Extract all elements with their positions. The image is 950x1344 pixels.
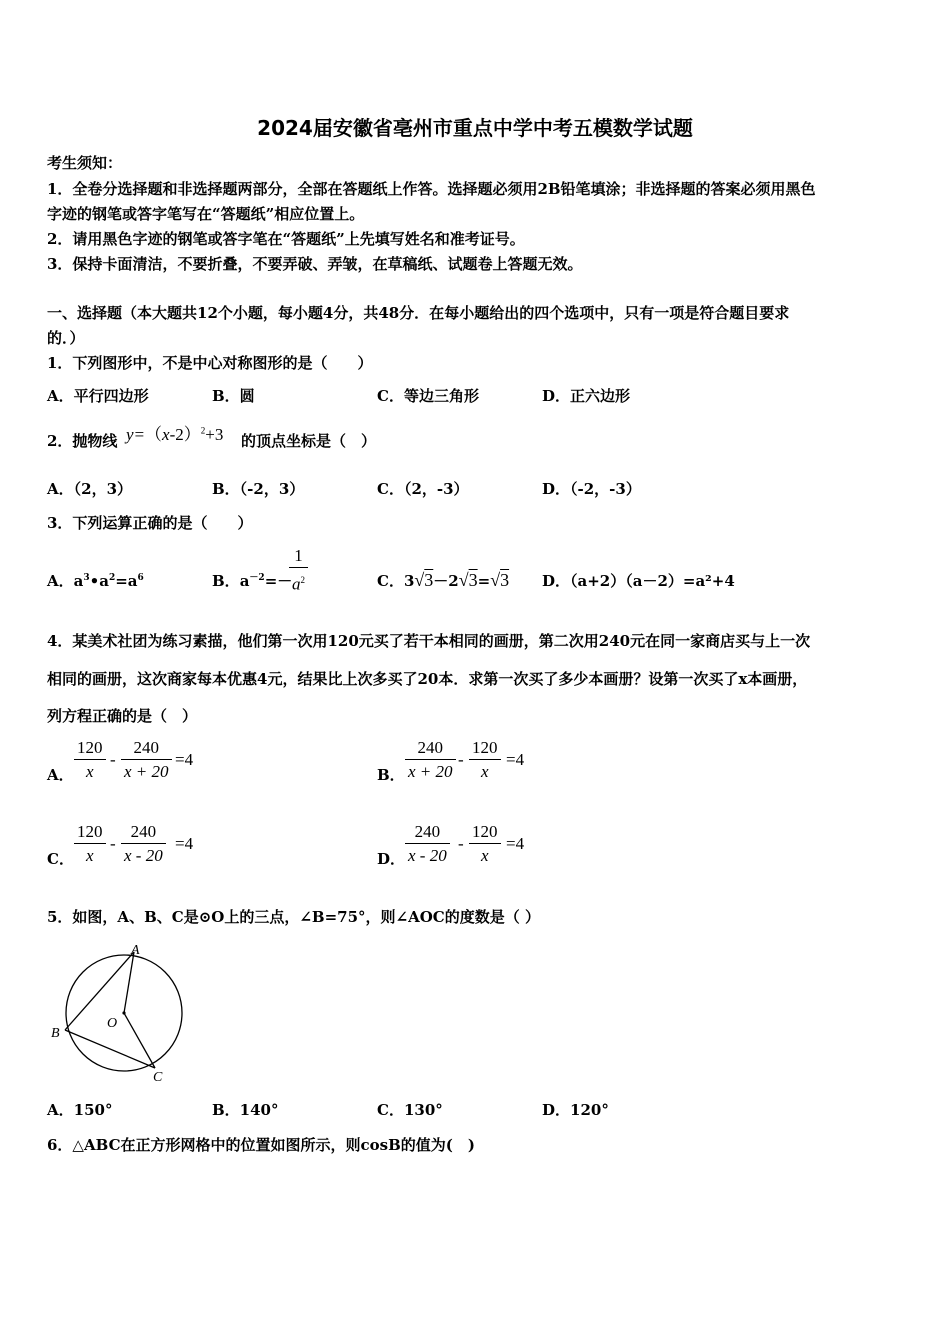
q4-a-n1: 120 bbox=[74, 737, 106, 760]
q4-d-n1: 240 bbox=[405, 821, 450, 844]
q1-option-c: C．等边三角形 bbox=[377, 387, 479, 405]
q4-option-b-label: B． bbox=[377, 766, 405, 784]
q3-c-radicand3: 3 bbox=[500, 570, 510, 590]
q2-stem-pre: 2．抛物线 bbox=[47, 432, 118, 450]
q3-b-fraction bbox=[289, 545, 308, 597]
q2-formula-lp: （ bbox=[145, 425, 163, 444]
q3-b-eq: =－ bbox=[264, 572, 293, 590]
q4-a-d2: x + 20 bbox=[124, 762, 169, 781]
q3-option-a bbox=[47, 570, 144, 591]
q4-d-op: - bbox=[458, 834, 464, 853]
segment-ba bbox=[65, 952, 134, 1030]
q2-option-d: D．（-2，-3） bbox=[542, 480, 641, 498]
q3-c-radical1: √3 bbox=[414, 570, 434, 590]
q2-option-c: C．（2，-3） bbox=[377, 480, 469, 498]
q3-c-radicand2: 3 bbox=[468, 570, 478, 590]
q2-formula-p3: +3 bbox=[205, 425, 224, 444]
q3-b-base: a bbox=[239, 572, 250, 590]
q2-option-a: A．（2，3） bbox=[47, 480, 133, 498]
q5-option-b: B．140° bbox=[212, 1101, 279, 1119]
label-o: O bbox=[107, 1016, 118, 1031]
q3-option-d: D．（a+2）（a－2）=a²+4 bbox=[542, 572, 735, 590]
q4-d-frac2 bbox=[469, 821, 501, 868]
q4-a-op: - bbox=[110, 750, 116, 769]
q4-b-d1: x + 20 bbox=[408, 762, 453, 781]
q5-option-a: A．150° bbox=[47, 1101, 113, 1119]
q4-d-d1: x - 20 bbox=[408, 846, 447, 865]
q4-b-d2: x bbox=[480, 762, 489, 781]
notice-line-1b: 字迹的钢笔或答字笔写在“答题纸”相应位置上。 bbox=[47, 205, 365, 223]
q3-a-exp3: 6 bbox=[137, 573, 144, 583]
q4-c-d2: x - 20 bbox=[124, 846, 163, 865]
q2-option-b: B．（-2，3） bbox=[212, 480, 305, 498]
section-header-line-1: 一、选择题（本大题共12个小题，每小题4分，共48分．在每小题给出的四个选项中，只有一项是符合题目要求 bbox=[47, 304, 790, 322]
label-a: A bbox=[131, 943, 140, 958]
notice-line-1a: 1．全卷分选择题和非选择题两部分，全部在答题纸上作答。选择题必须用2B铅笔填涂；非选择题的答案必须用黑色 bbox=[47, 180, 816, 198]
q3-option-c-label: C． bbox=[377, 572, 404, 590]
q6-stem: 6．△ABC在正方形网格中的位置如图所示，则cosB的值为( ) bbox=[47, 1136, 475, 1154]
q3-option-a-label: A． bbox=[47, 572, 74, 590]
q4-a-frac2 bbox=[121, 737, 172, 784]
q4-a-rhs: =4 bbox=[175, 750, 194, 769]
q3-c-coef1: 3 bbox=[403, 572, 415, 590]
q1-option-d: D．正六边形 bbox=[542, 387, 631, 405]
q4-line-3: 列方程正确的是（ ） bbox=[47, 707, 198, 725]
notice-line-2: 2．请用黑色字迹的钢笔或答字笔在“答题纸”上先填写姓名和准考证号。 bbox=[47, 230, 525, 248]
q2-stem-post: 的顶点坐标是（ ） bbox=[241, 432, 377, 450]
q4-option-d-label: D． bbox=[377, 850, 406, 868]
q3-c-eq: = bbox=[477, 572, 491, 590]
q1-option-a: A．平行四边形 bbox=[47, 387, 149, 405]
q4-b-n1: 240 bbox=[405, 737, 456, 760]
q4-line-1: 4．某美术社团为练习素描，他们第一次用120元买了若干本相同的画册，第二次用240元在同一家商店买与上一次 bbox=[47, 632, 811, 650]
q3-b-numerator: 1 bbox=[289, 545, 308, 568]
q3-c-radical2: √3 bbox=[458, 570, 478, 590]
q4-c-d1: x bbox=[85, 846, 94, 865]
q4-c-frac2 bbox=[121, 821, 166, 868]
q3-a-exp2: 2 bbox=[108, 573, 116, 583]
label-b: B bbox=[51, 1026, 60, 1041]
q2-formula bbox=[126, 420, 223, 445]
label-c: C bbox=[153, 1070, 163, 1085]
segment-oc bbox=[124, 1013, 155, 1068]
q4-c-frac1 bbox=[74, 821, 106, 868]
notice-line-3: 3．保持卡面清洁，不要折叠，不要弄破、弄皱，在草稿纸、试题卷上答题无效。 bbox=[47, 255, 583, 273]
page-title: 2024届安徽省亳州市重点中学中考五模数学试题 bbox=[257, 116, 693, 140]
q4-d-rhs: =4 bbox=[506, 834, 525, 853]
q3-stem: 3．下列运算正确的是（ ） bbox=[47, 514, 253, 532]
q2-formula-y: y= bbox=[126, 425, 146, 444]
q3-c-minus: －2 bbox=[433, 572, 459, 590]
q3-b-denominator: a bbox=[292, 574, 301, 594]
q3-c-radicand1: 3 bbox=[424, 570, 434, 590]
q3-option-c bbox=[377, 570, 509, 591]
q2-formula-x: x bbox=[162, 425, 170, 444]
q5-option-d: D．120° bbox=[542, 1101, 609, 1119]
q3-option-b-label: B． bbox=[212, 572, 240, 590]
q2-formula-exp: 2 bbox=[200, 425, 206, 436]
q3-b-exp: －2 bbox=[249, 573, 265, 583]
q5-stem: 5．如图，A、B、C是⊙O上的三点，∠B=75°，则∠AOC的度数是（ ） bbox=[47, 908, 540, 926]
q4-line-2: 相同的画册，这次商家每本优惠4元，结果比上次多买了20本．求第一次买了多少本画册？设第一次买了x本画册， bbox=[47, 670, 808, 688]
q4-c-n2: 240 bbox=[121, 821, 166, 844]
q4-b-rhs: =4 bbox=[506, 750, 525, 769]
q3-a-exp1: 3 bbox=[83, 573, 90, 583]
q1-option-b: B．圆 bbox=[212, 387, 255, 405]
section-header-line-2: 的．） bbox=[47, 329, 85, 347]
notice-heading: 考生须知： bbox=[47, 154, 123, 172]
q4-d-n2: 120 bbox=[469, 821, 501, 844]
q5-option-c: C．130° bbox=[377, 1101, 443, 1119]
q4-b-op: - bbox=[458, 750, 464, 769]
q4-d-frac1 bbox=[405, 821, 450, 868]
q4-b-n2: 120 bbox=[469, 737, 501, 760]
q3-b-den-exp: 2 bbox=[300, 575, 305, 585]
q3-a-dot: •a bbox=[89, 572, 109, 590]
q5-circle-figure bbox=[45, 938, 190, 1088]
q3-c-radical3: √3 bbox=[490, 570, 510, 590]
q4-c-n1: 120 bbox=[74, 821, 106, 844]
q4-b-frac2 bbox=[469, 737, 501, 784]
q4-option-a-label: A． bbox=[47, 766, 74, 784]
q2-formula-m2: -2） bbox=[169, 425, 201, 444]
q4-c-op: - bbox=[110, 834, 116, 853]
q4-d-d2: x bbox=[480, 846, 489, 865]
q3-option-b bbox=[212, 570, 292, 591]
q4-a-d1: x bbox=[85, 762, 94, 781]
q4-option-c-label: C． bbox=[47, 850, 74, 868]
q3-a-base: a bbox=[73, 572, 84, 590]
center-point bbox=[122, 1011, 125, 1014]
q4-a-frac1 bbox=[74, 737, 106, 784]
q4-a-n2: 240 bbox=[121, 737, 172, 760]
q4-b-frac1 bbox=[405, 737, 456, 784]
q3-a-eq: =a bbox=[115, 572, 138, 590]
q1-stem: 1．下列图形中，不是中心对称图形的是（ ） bbox=[47, 354, 373, 372]
q4-c-rhs: =4 bbox=[175, 834, 194, 853]
